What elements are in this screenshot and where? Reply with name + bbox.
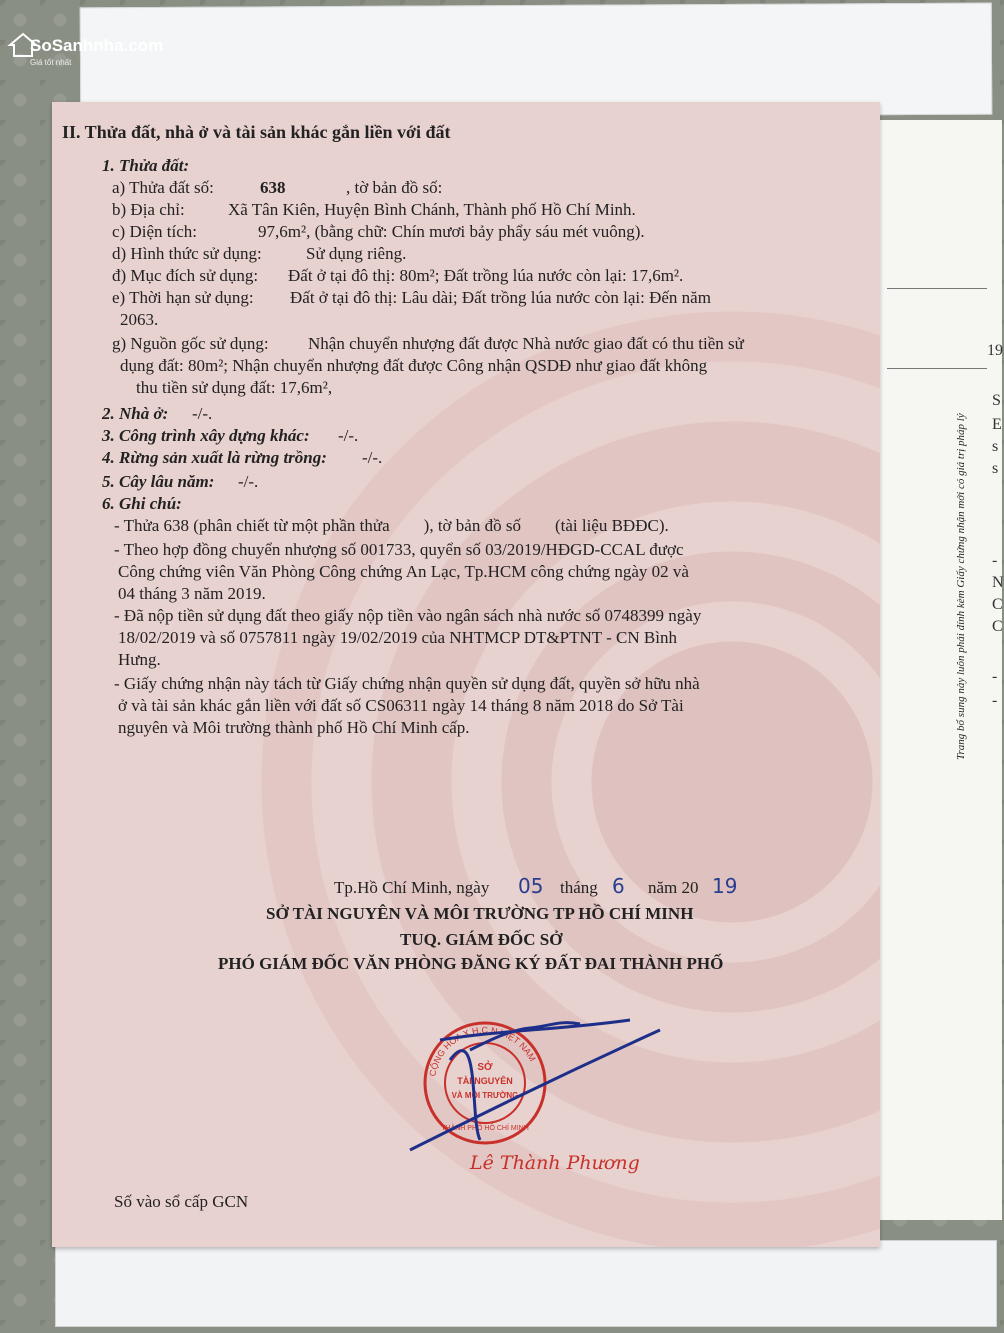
- note-2-cont2: 04 tháng 3 năm 2019.: [118, 584, 266, 603]
- svg-text:SỞ: SỞ: [477, 1062, 493, 1073]
- signer-role: PHÓ GIÁM ĐỐC VĂN PHÒNG ĐĂNG KÝ ĐẤT ĐAI THÀNH PHỐ: [218, 954, 724, 973]
- month-label: tháng: [560, 878, 598, 897]
- s6-title: 6. Ghi chú:: [102, 494, 182, 513]
- e-value: Đất ở tại đô thị: Lâu dài; Đất trồng lúa nước còn lại: Đến năm: [290, 288, 711, 307]
- dd-label: đ) Mục đích sử dụng:: [112, 266, 259, 285]
- watermark-subtitle: Giá tốt nhất: [30, 58, 72, 67]
- page-fragment: -: [992, 668, 998, 685]
- s4-value: -/-.: [362, 448, 383, 467]
- c-label: c) Diện tích:: [112, 222, 197, 241]
- page-fragment: -: [992, 552, 998, 569]
- note-2: - Theo hợp đồng chuyển nhượng số 001733, quyển số 03/2019/HĐGD-CCAL được: [114, 540, 684, 559]
- d-value: Sử dụng riêng.: [306, 244, 407, 263]
- tuq-line: TUQ. GIÁM ĐỐC SỞ: [400, 930, 563, 949]
- s1-title: 1. Thửa đất:: [102, 156, 190, 175]
- g-value-cont2: thu tiền sử dụng đất: 17,6m²,: [136, 378, 333, 397]
- e-value-cont: 2063.: [120, 310, 159, 329]
- watermark-title: SoSanhnha.com: [30, 36, 164, 55]
- note-4-cont: ở và tài sản khác gắn liền với đất số CS06311 ngày 14 tháng 8 năm 2018 do Sở Tài: [118, 696, 684, 715]
- handwritten-day: 05: [518, 874, 544, 898]
- svg-text:VÀ MÔI TRƯỜNG: VÀ MÔI TRƯỜNG: [451, 1091, 519, 1100]
- svg-text:TÀI NGUYÊN: TÀI NGUYÊN: [457, 1076, 513, 1086]
- table-line: [887, 288, 987, 289]
- note-2-cont: Công chứng viên Văn Phòng Công chứng An Lạc, Tp.HCM công chứng ngày 02 và: [118, 562, 689, 581]
- b-label: b) Địa chỉ:: [112, 200, 185, 219]
- e-label: e) Thời hạn sử dụng:: [112, 288, 254, 307]
- page-fragment: E: [992, 416, 1002, 433]
- page-fragment: 19: [987, 342, 1003, 359]
- side-note: Trang bổ sung này luôn phải đính kèm Giấy chứng nhận mới có giá trị pháp lý: [955, 413, 967, 760]
- s5-value: -/-.: [238, 472, 259, 491]
- note-3-cont2: Hưng.: [118, 650, 161, 669]
- s3-title: 3. Công trình xây dựng khác:: [102, 426, 310, 445]
- b-value: Xã Tân Kiên, Huyện Bình Chánh, Thành phố Hồ Chí Minh.: [228, 200, 636, 219]
- note-3: - Đã nộp tiền sử dụng đất theo giấy nộp tiền vào ngân sách nhà nước số 0748399 ngày: [114, 606, 702, 625]
- place-date: Tp.Hồ Chí Minh, ngày: [334, 878, 490, 897]
- section-heading: II. Thửa đất, nhà ở và tài sản khác gắn liền với đất: [62, 122, 451, 142]
- note-4: - Giấy chứng nhận này tách từ Giấy chứng nhận quyền sử dụng đất, quyền sở hữu nhà: [114, 674, 700, 693]
- issuing-org: SỞ TÀI NGUYÊN VÀ MÔI TRƯỜNG TP HỒ CHÍ MINH: [266, 904, 694, 923]
- s3-value: -/-.: [338, 426, 359, 445]
- dd-value: Đất ở tại đô thị: 80m²; Đất trồng lúa nước còn lại: 17,6m².: [288, 266, 684, 285]
- handwritten-signature: [410, 1000, 670, 1170]
- page-fragment: N: [992, 574, 1004, 591]
- s2-title: 2. Nhà ở:: [102, 404, 169, 423]
- s5-title: 5. Cây lâu năm:: [102, 472, 215, 491]
- year-label: năm 20: [648, 878, 699, 897]
- signer-name: Lê Thành Phương: [470, 1152, 640, 1174]
- underlying-page-bottom: [55, 1240, 997, 1327]
- svg-text:CỘNG HÒA X.H.C.N VIỆT NAM: CỘNG HÒA X.H.C.N VIỆT NAM: [427, 1024, 538, 1078]
- note-3-cont: 18/02/2019 và số 0757811 ngày 19/02/2019 của NHTMCP DT&PTNT - CN Bình: [118, 628, 677, 647]
- g-value-cont: dụng đất: 80m²; Nhận chuyển nhượng đất được Công nhận QSDĐ như giao đất không: [120, 356, 708, 375]
- s2-value: -/-.: [192, 404, 213, 423]
- handwritten-year: 19: [712, 874, 738, 898]
- page-fragment: -: [992, 692, 998, 709]
- s4-title: 4. Rừng sản xuất là rừng trồng:: [102, 448, 327, 467]
- page-fragment: s: [992, 438, 999, 455]
- page-fragment: S: [992, 392, 1001, 409]
- c-value: 97,6m², (bằng chữ: Chín mươi bảy phẩy sáu mét vuông).: [258, 222, 645, 241]
- handwritten-month: 6: [612, 874, 625, 898]
- page-fragment: C: [992, 618, 1003, 635]
- a-map: , tờ bản đồ số:: [346, 178, 443, 197]
- watermark-logo: [8, 14, 164, 67]
- registry-label: Số vào sổ cấp GCN: [114, 1192, 249, 1211]
- g-value: Nhận chuyển nhượng đất được Nhà nước giao đất có thu tiền sử: [308, 334, 744, 353]
- a-label: a) Thửa đất số:: [112, 178, 214, 197]
- a-value: 638: [260, 178, 286, 197]
- g-label: g) Nguồn gốc sử dụng:: [112, 334, 269, 353]
- page-fragment: s: [992, 460, 999, 477]
- note-4-cont2: nguyên và Môi trường thành phố Hồ Chí Minh cấp.: [118, 718, 470, 737]
- d-label: d) Hình thức sử dụng:: [112, 244, 262, 263]
- note-1: - Thửa 638 (phân chiết từ một phần thửa ), tờ bản đồ số (tài liệu BĐĐC).: [114, 516, 669, 535]
- page-fragment: C: [992, 596, 1003, 613]
- svg-text:THÀNH PHỐ HỒ CHÍ MINH: THÀNH PHỐ HỒ CHÍ MINH: [441, 1125, 529, 1132]
- adjacent-page: [875, 120, 1002, 1220]
